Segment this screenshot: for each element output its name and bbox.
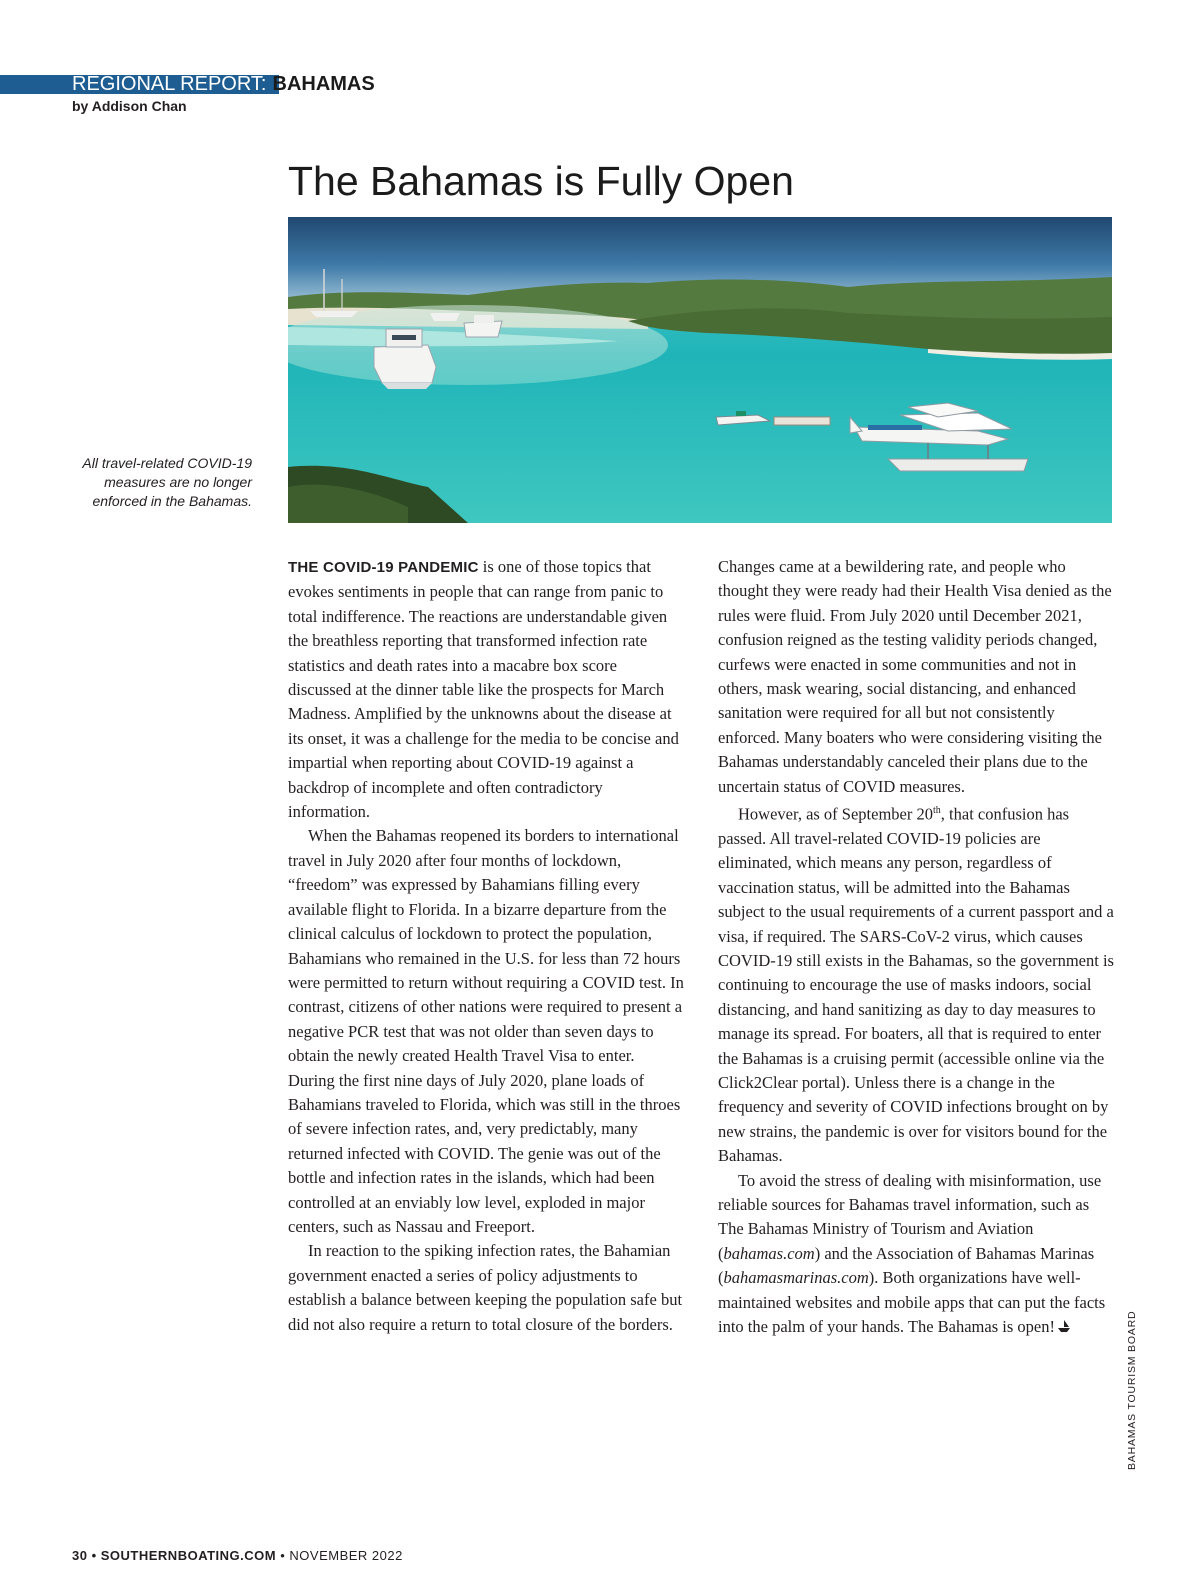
footer-site: SOUTHERNBOATING.COM — [100, 1548, 277, 1563]
byline: by Addison Chan — [72, 98, 187, 114]
article-column-1 — [288, 555, 684, 1337]
article-title: The Bahamas is Fully Open — [288, 158, 794, 204]
paragraph: In reaction to the spiking infection rates, the Bahamian government enacted a series of policy adjustments to establish a balance between keeping the population safe but did not also require a return to total closure of the borders. — [288, 1241, 683, 1334]
harbor-photo — [288, 217, 1112, 523]
paragraph — [718, 1169, 1114, 1340]
paragraph-text: is one of those topics that evokes sentiments in people that can range from panic to total indifference. The reactions are understandable given the breathless reporting that transformed infection rate statistics and death rates into a macabre box score discussed at the dinner table like the prospects for March Madness. Amplified by the unknowns about the disease at its onset, it was a challenge for the media to be concise and impartial when reporting about COVID-19 against a backdrop of incomplete and often contradictory information. — [288, 557, 679, 822]
boat-end-mark-icon — [1057, 1319, 1071, 1333]
paragraph-text: ). Both organizations have well-maintained websites and mobile apps that can put the facts into the palm of your hands. The Bahamas is open! — [718, 1268, 1106, 1337]
photo-caption: All travel-related COVID-19 measures are no longer enforced in the Bahamas. — [82, 455, 252, 509]
section-kicker — [72, 72, 375, 96]
paragraph-text: , that confusion has passed. All travel-related COVID-19 policies are eliminated, which means any person, regardless of vaccination status, will be admitted into the Bahamas subject to the usual requirements of a current passport and a visa, if required. The SARS-CoV-2 virus, which causes COVID-19 still exists in the Bahamas, so the government is continuing to encourage the use of masks indoors, social distancing, and hand sanitizing as day to day measures to manage its spread. For boaters, all that is required to enter the Bahamas is a cruising permit (accessible online via the Click2Clear portal). Unless there is a change in the frequency and severity of COVID infections brought on by new strains, the pandemic is over for visitors bound for the Bahamas. — [718, 804, 1114, 1166]
paragraph-text: However, as of September 20 — [738, 804, 933, 824]
footer-issue: NOVEMBER 2022 — [289, 1548, 403, 1563]
kicker-region: BAHAMAS — [272, 73, 375, 95]
website-link-bahamas[interactable]: bahamas.com — [723, 1243, 815, 1263]
floating-dock — [774, 417, 830, 425]
photo-credit-text: BAHAMAS TOURISM BOARD — [1126, 1310, 1138, 1470]
paragraph-text: To avoid the stress of dealing with misinformation, use reliable sources for Bahamas travel information, such as The Bahamas Ministry of Tourism and Aviation ( — [718, 1170, 1102, 1263]
paragraph — [288, 555, 684, 824]
paragraph-text: ) and the Association of Bahamas Marinas ( — [718, 1243, 1095, 1288]
lead-in: THE COVID-19 PANDEMIC — [288, 559, 479, 576]
ordinal-suffix: th — [933, 805, 941, 817]
footer-separator: • — [276, 1548, 290, 1563]
paragraph: Changes came at a bewildering rate, and people who thought they were ready had their Health Visa denied as the rules were fluid. From July 2020 until December 2021, confusion reigned as the testing validity periods changed, curfews were enacted in some communities and not in others, mask wearing, social distancing, and enhanced sanitation were required for all but not consistently enforced. Many boaters who were considering visiting the Bahamas understandably canceled their plans due to the uncertain status of COVID measures. — [718, 557, 1112, 796]
paragraph: When the Bahamas reopened its borders to international travel in July 2020 after four months of lockdown, “freedom” was expressed by Bahamians filling every available flight to Florida. In a bizarre departure from the clinical calculus of lockdown to protect the population, Bahamians who remained in the U.S. for less than 72 hours were permitted to return without requiring a COVID test. In contrast, citizens of other nations were required to present a negative PCR test that was not older than seven days to obtain the newly created Health Travel Visa to enter. During the first nine days of July 2020, plane loads of Bahamians traveled to Florida, which was still in the throes of severe infection rates, and, very predictably, many returned infected with COVID. The genie was out of the bottle and infection rates in the islands, which had been controlled at an enviably low level, exploded in major centers, such as Nassau and Freeport. — [288, 826, 684, 1236]
article-column-2 — [718, 555, 1114, 1340]
page-number: 30 — [72, 1548, 88, 1563]
page-footer — [72, 1548, 403, 1563]
paragraph — [718, 799, 1114, 1169]
kicker-label: REGIONAL REPORT: — [72, 73, 267, 95]
footer-separator: • — [87, 1548, 101, 1563]
website-link-marinas[interactable]: bahamasmarinas.com — [723, 1268, 869, 1288]
